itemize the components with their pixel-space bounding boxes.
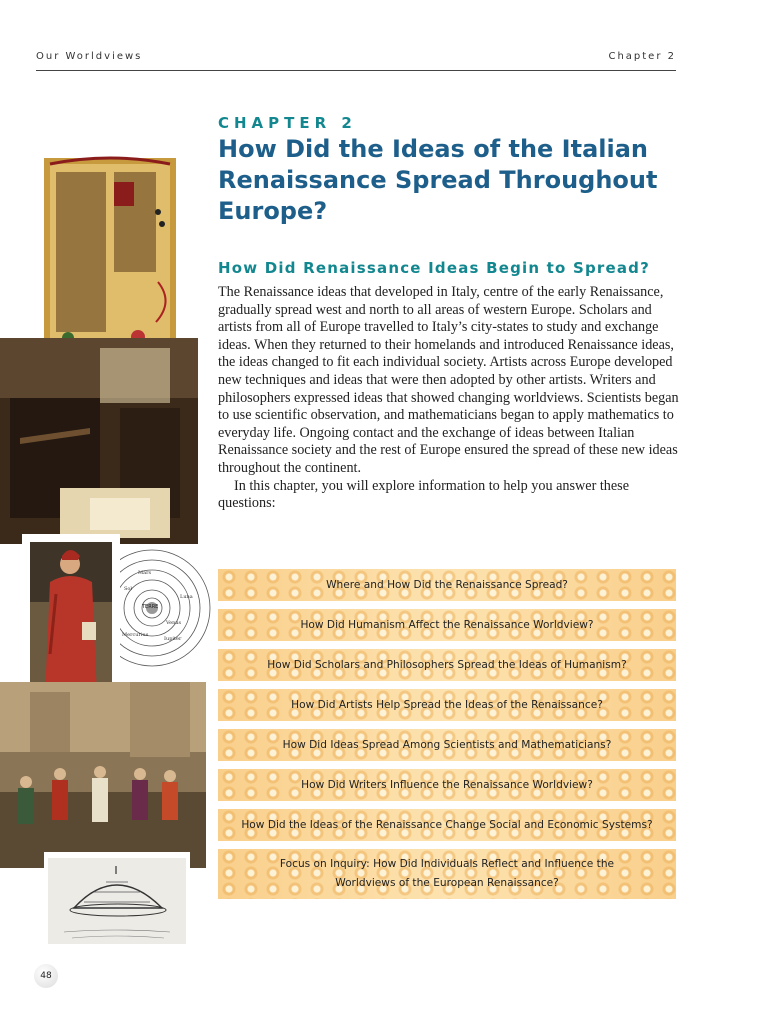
cosmos-label-sol: Sol	[124, 586, 133, 592]
manuscript-image-frame	[38, 152, 182, 356]
illuminated-manuscript-image	[38, 152, 182, 356]
question-bar[interactable]: How Did Ideas Spread Among Scientists and Mathematicians?	[218, 729, 676, 761]
tank-sketch-image-frame	[44, 852, 190, 948]
running-head-book-title: Our Worldviews	[36, 51, 143, 62]
question-bar[interactable]: How Did Writers Influence the Renaissance Worldview?	[218, 769, 676, 801]
cosmos-label-venus: Venus	[166, 620, 182, 626]
chapter-title: How Did the Ideas of the Italian Renaissance Spread Throughout Europe?	[218, 135, 658, 225]
page-number: 48	[34, 964, 58, 988]
armored-vehicle-sketch	[44, 852, 190, 948]
body-paragraph-intro: The Renaissance ideas that developed in Italy, centre of the early Renaissance, gradually spread west and north to all areas of western Europe. Scholars and artists from all of Europe travelled to Italy’s city-states to study and exchange ideas. When they returned to their homelands and introduced Renaissance ideas, the ideas changed to fit each individual society. Artists across Europe developed new techniques and ideas that were then adopted by other artists. Writers and philosophers expressed ideas that showed changing worldviews. Scientists began to use scientific observation, and mathematicians began to apply mathematics to everyday life. Ongoing contact and the exchange of ideas between Italian Renaissance society and the rest of Europe ensured the spread of these new ideas throughout the continent.	[218, 284, 679, 476]
cosmos-label-terre: TERRE	[142, 604, 159, 610]
body-text	[218, 284, 680, 513]
cosmos-label-luna: Luna	[180, 594, 193, 600]
renaissance-court-painting	[0, 682, 206, 868]
cosmos-label-mercurius: Mercurius	[122, 632, 149, 638]
cosmos-label-mars: Mars	[138, 570, 152, 576]
question-bar[interactable]: How Did the Ideas of the Renaissance Change Social and Economic Systems?	[218, 809, 676, 841]
inquiry-questions-list	[218, 569, 676, 907]
section-heading: How Did Renaissance Ideas Begin to Spread?	[218, 259, 651, 277]
running-head-chapter: Chapter 2	[608, 51, 676, 62]
cosmos-diagram	[120, 546, 212, 672]
question-bar[interactable]: How Did Humanism Affect the Renaissance Worldview?	[218, 609, 676, 641]
question-bar[interactable]: Where and How Did the Renaissance Spread?	[218, 569, 676, 601]
question-bar[interactable]: How Did Scholars and Philosophers Spread the Ideas of Humanism?	[218, 649, 676, 681]
focus-on-inquiry-bar[interactable]: Focus on Inquiry: How Did Individuals Reflect and Influence the Worldviews of the European Renaissance?	[218, 849, 676, 899]
printing-press-workshop-image	[0, 338, 198, 544]
header-rule	[36, 70, 676, 71]
body-paragraph-questions-lead: In this chapter, you will explore information to help you answer these questions:	[218, 477, 630, 512]
chapter-label: CHAPTER 2	[218, 114, 357, 132]
cosmos-label-iupiter: Iupiter	[164, 636, 182, 642]
question-bar[interactable]: How Did Artists Help Spread the Ideas of the Renaissance?	[218, 689, 676, 721]
